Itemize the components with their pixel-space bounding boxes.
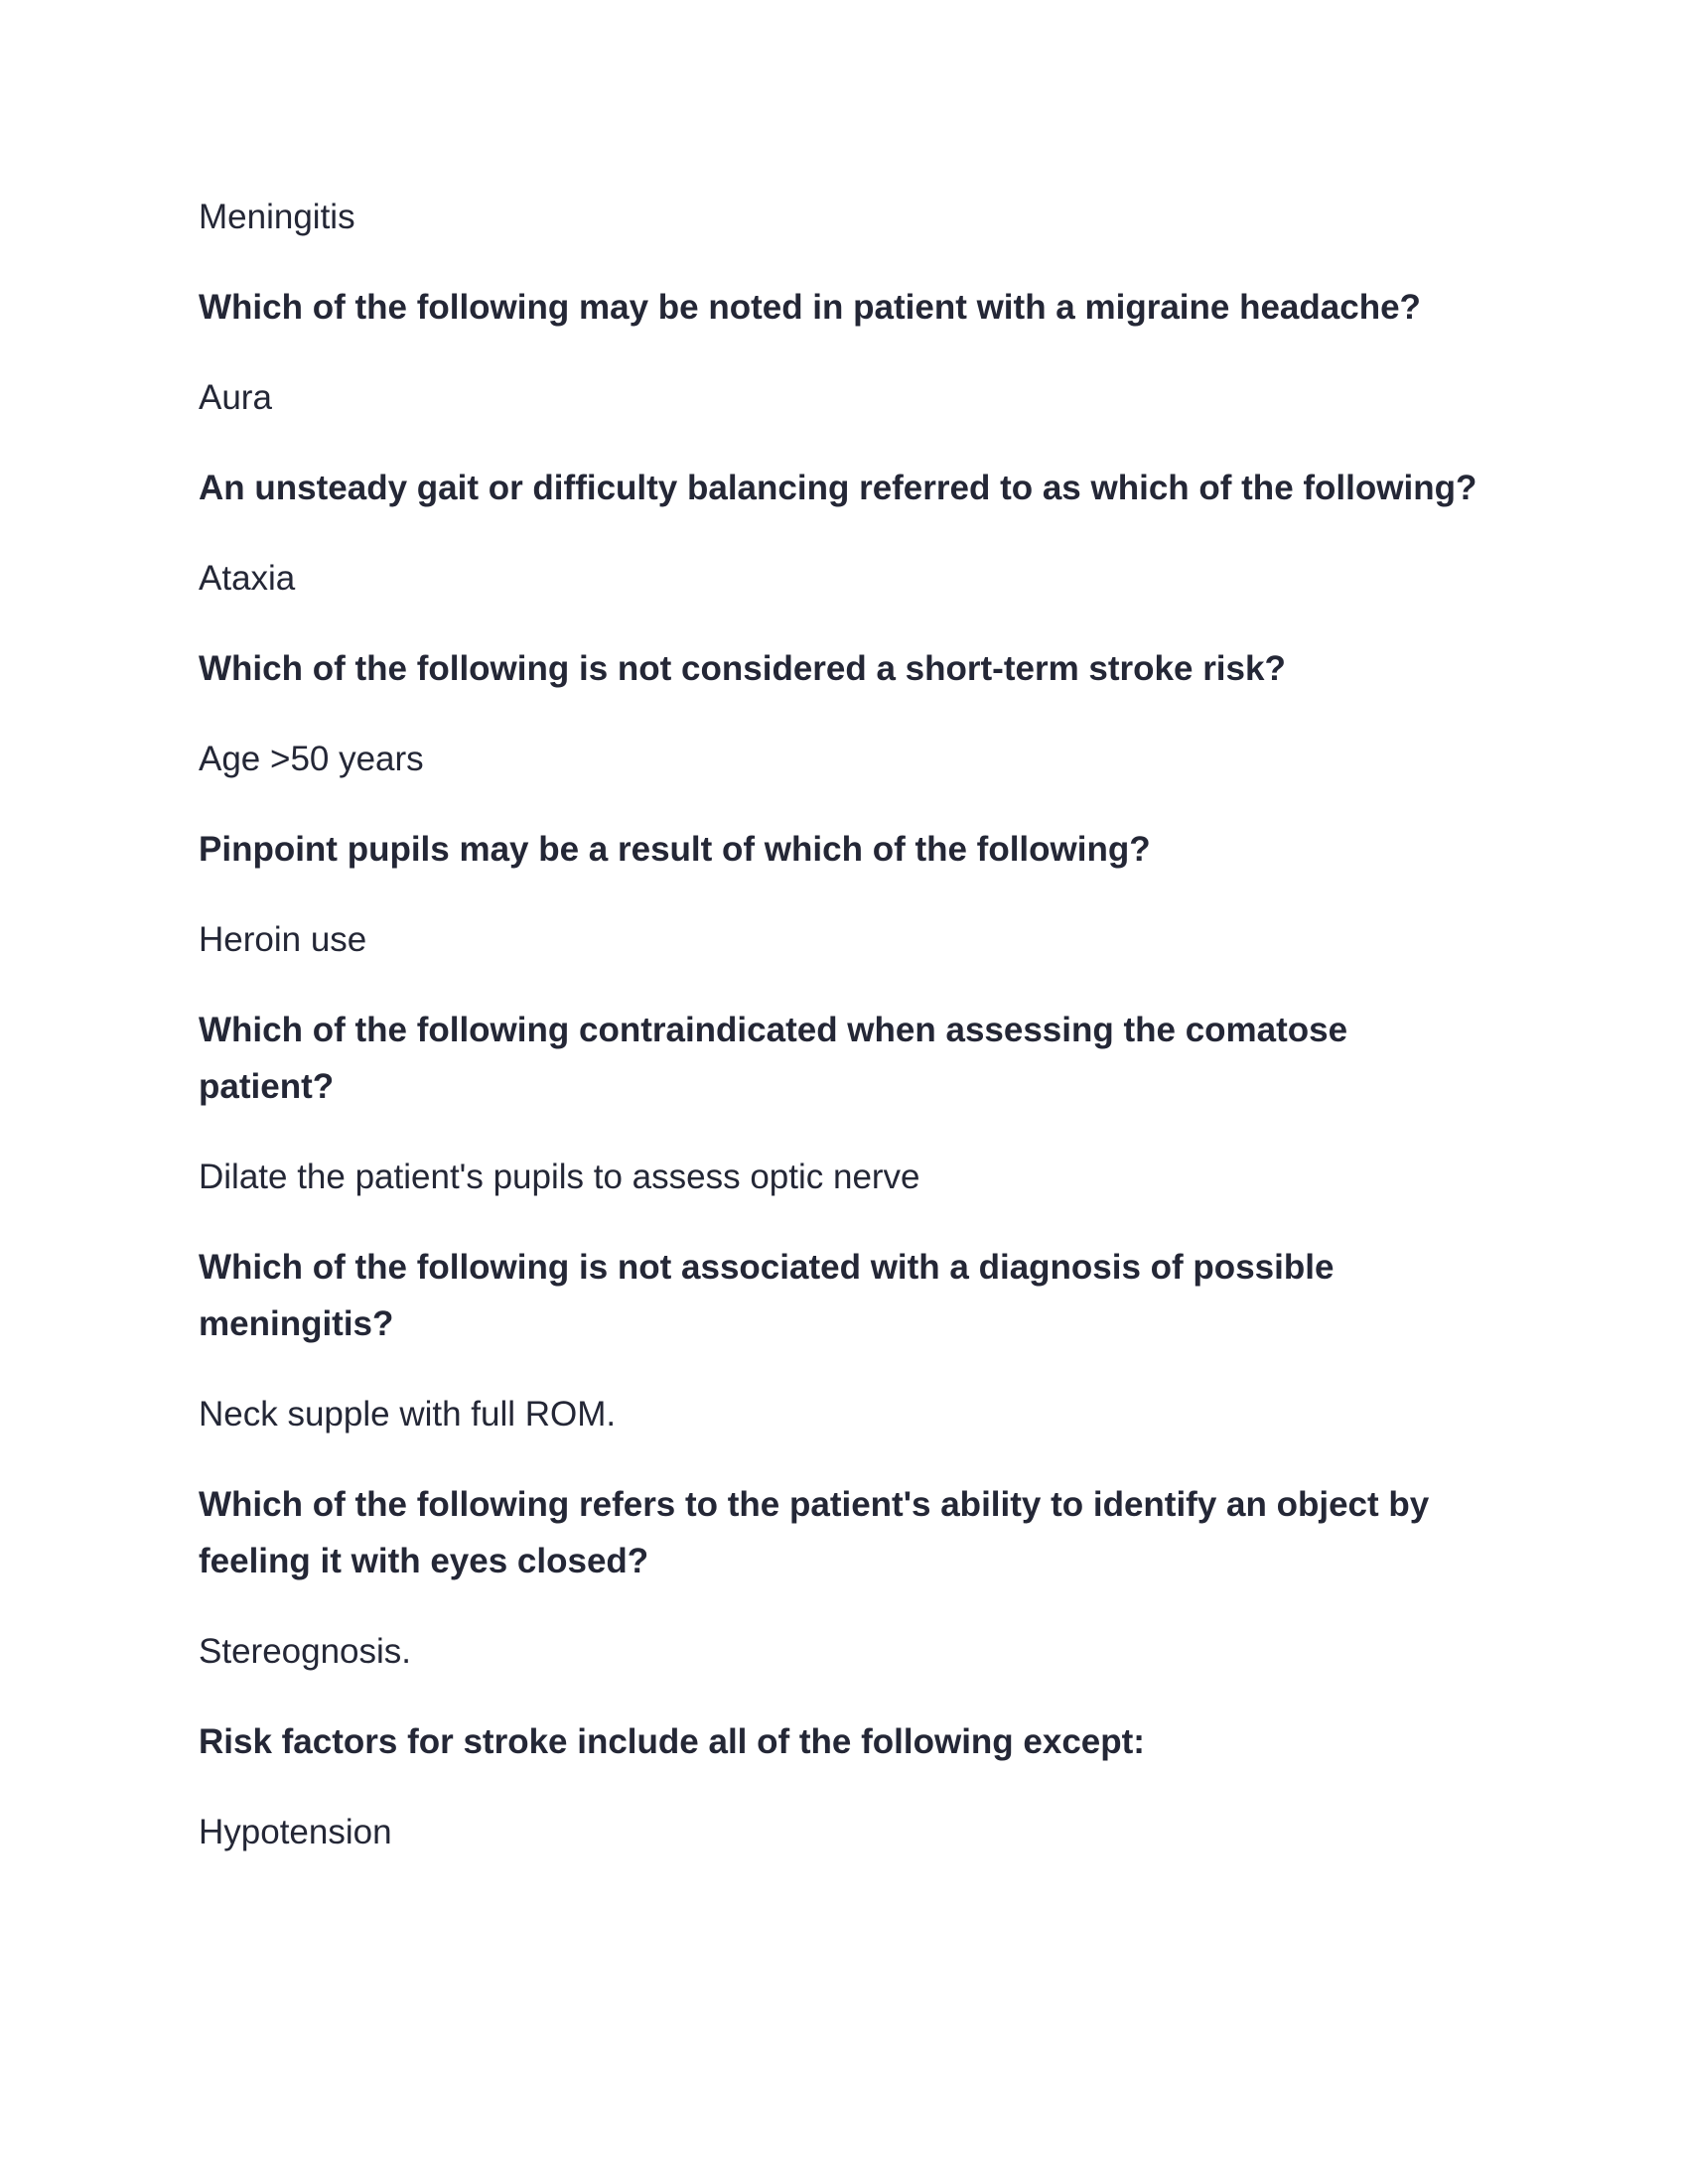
answer-text: Aura xyxy=(199,378,272,417)
answer-text: Neck supple with full ROM. xyxy=(199,1395,617,1433)
answer-text: Hypotension xyxy=(199,1813,392,1851)
question-text: An unsteady gait or difficulty balancing referred to as which of the following? xyxy=(199,469,1477,507)
answer-text: Age >50 years xyxy=(199,740,424,778)
answer-text: Heroin use xyxy=(199,920,367,959)
question-text: Which of the following refers to the patient's ability to identify an object by feeling it with eyes closed? xyxy=(199,1485,1430,1580)
question-text: Which of the following is not associated with a diagnosis of possible meningitis? xyxy=(199,1248,1335,1343)
answer-text: Meningitis xyxy=(199,198,355,236)
answer-text: Ataxia xyxy=(199,559,296,598)
question-text: Which of the following contraindicated when assessing the comatose patient? xyxy=(199,1011,1348,1106)
question-text: Which of the following is not considered a short-term stroke risk? xyxy=(199,649,1286,688)
answer-text: Stereognosis. xyxy=(199,1632,412,1671)
question-text: Pinpoint pupils may be a result of which of the following? xyxy=(199,830,1151,869)
answer-text: Dilate the patient's pupils to assess optic nerve xyxy=(199,1158,920,1196)
question-text: Risk factors for stroke include all of the following except: xyxy=(199,1722,1145,1761)
document-page xyxy=(199,189,1489,1894)
question-text: Which of the following may be noted in patient with a migraine headache? xyxy=(199,288,1421,327)
